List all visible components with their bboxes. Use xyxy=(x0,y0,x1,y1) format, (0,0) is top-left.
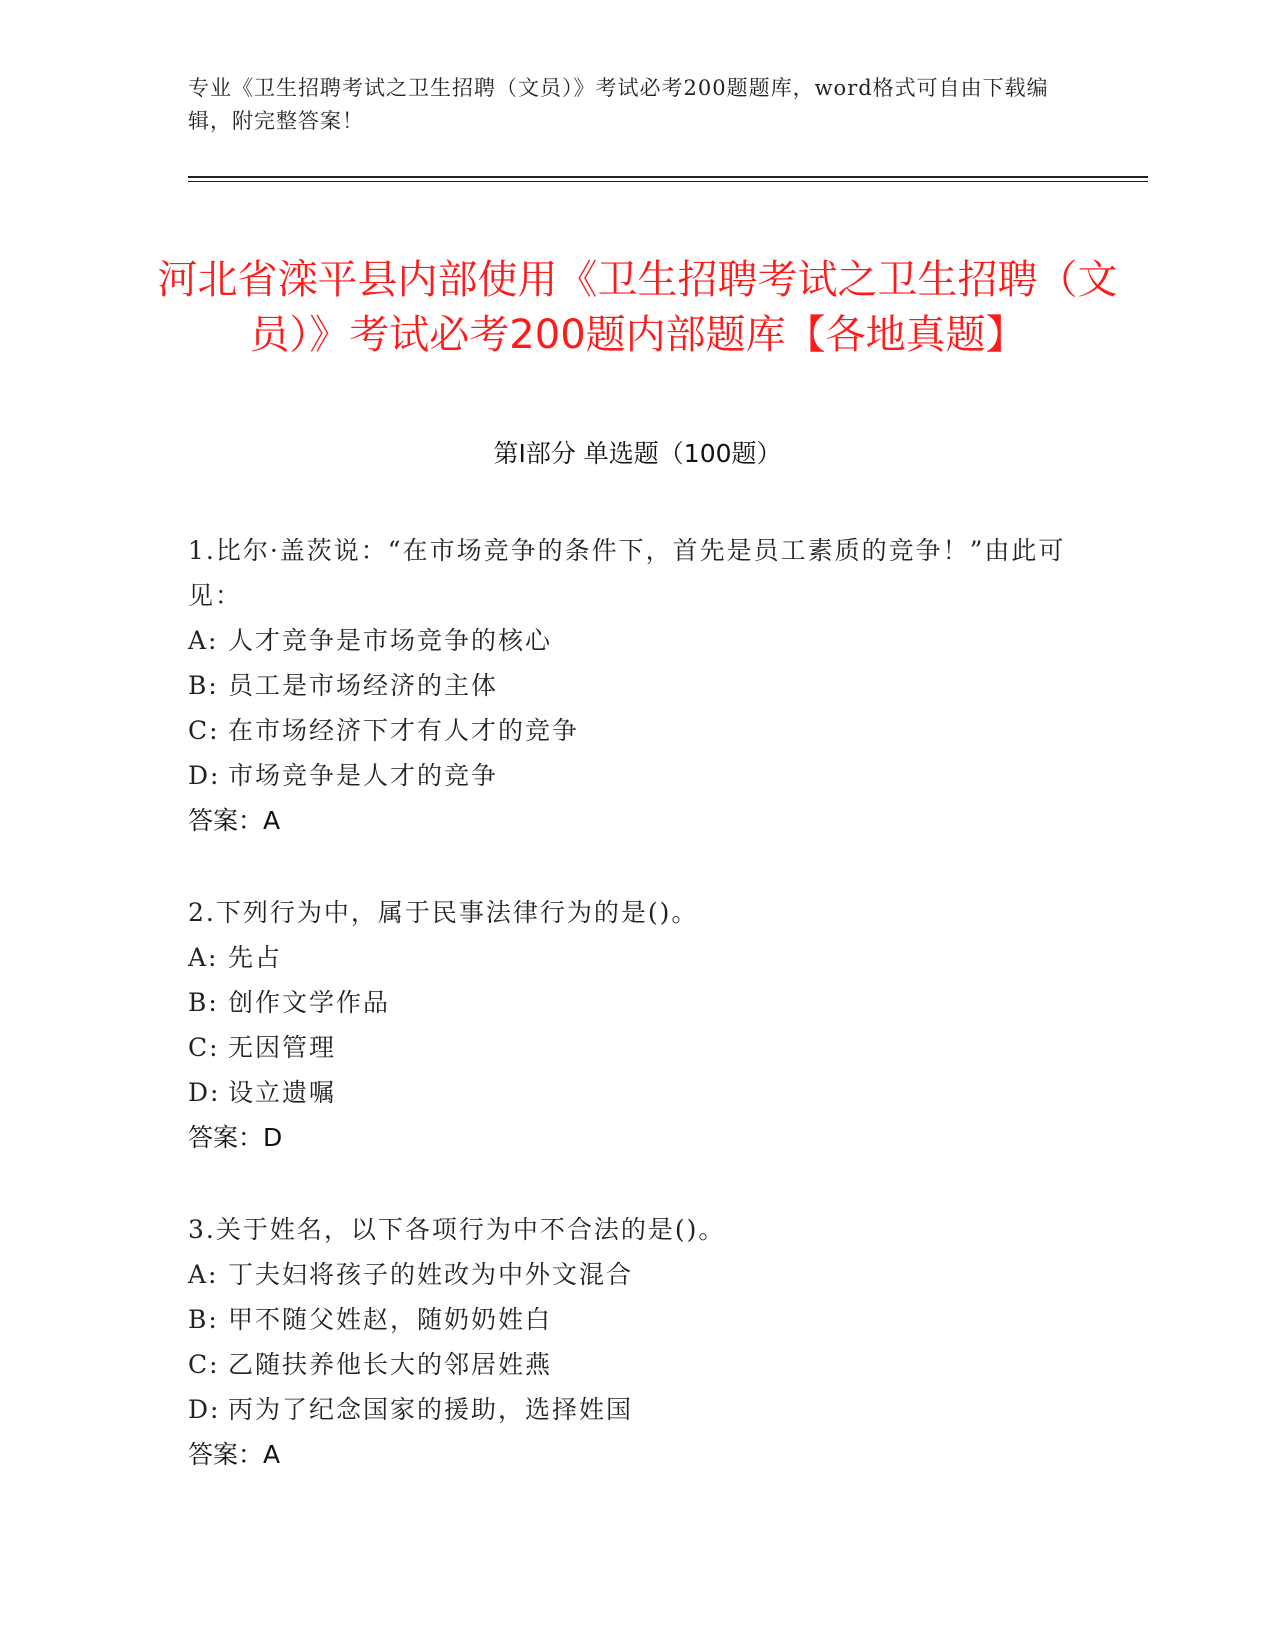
question-1 xyxy=(188,528,1088,843)
answer-label: 答案： xyxy=(188,1440,264,1469)
answer-label: 答案： xyxy=(188,806,264,835)
question-stem: 2.下列行为中，属于民事法律行为的是()。 xyxy=(188,898,699,927)
option-a xyxy=(188,935,1088,980)
option-b xyxy=(188,980,1088,1025)
section-title: 第Ⅰ部分 单选题（100题） xyxy=(493,439,782,468)
option-b xyxy=(188,1297,1088,1342)
option-text: 市场竞争是人才的竞争 xyxy=(228,761,499,790)
option-key: D: xyxy=(188,1078,221,1107)
question-list xyxy=(188,528,1088,1524)
option-text: 丙为了纪念国家的援助，选择姓国 xyxy=(228,1395,634,1424)
option-d xyxy=(188,1387,1088,1432)
option-c xyxy=(188,1342,1088,1387)
header-divider-thick xyxy=(188,176,1148,178)
option-key: D: xyxy=(188,1395,221,1424)
header-note: 专业《卫生招聘考试之卫生招聘（文员）》考试必考200题题库，word格式可自由下载编辑，附完整答案！ xyxy=(188,76,1049,133)
question-3 xyxy=(188,1207,1088,1477)
option-d xyxy=(188,1070,1088,1115)
option-a xyxy=(188,1252,1088,1297)
option-key: C: xyxy=(188,1350,220,1379)
option-text: 人才竞争是市场竞争的核心 xyxy=(228,626,553,655)
answer-line xyxy=(188,798,1088,843)
answer-line xyxy=(188,1115,1088,1160)
option-c xyxy=(188,708,1088,753)
answer-value: A xyxy=(263,1440,281,1469)
option-text: 员工是市场经济的主体 xyxy=(228,671,499,700)
question-stem: 3.关于姓名，以下各项行为中不合法的是()。 xyxy=(188,1215,726,1244)
header-divider-thin xyxy=(188,181,1148,182)
option-text: 先占 xyxy=(228,943,283,972)
question-2 xyxy=(188,890,1088,1160)
option-key: A: xyxy=(188,943,219,972)
document-title: 河北省滦平县内部使用《卫生招聘考试之卫生招聘（文员）》考试必考200题内部题库【各地真题】 xyxy=(157,256,1118,358)
option-text: 无因管理 xyxy=(228,1033,337,1062)
option-text: 创作文学作品 xyxy=(228,988,391,1017)
option-key: D: xyxy=(188,761,221,790)
answer-line xyxy=(188,1432,1088,1477)
answer-value: A xyxy=(263,806,281,835)
option-key: A: xyxy=(188,1260,219,1289)
answer-value: D xyxy=(263,1123,283,1152)
option-d xyxy=(188,753,1088,798)
option-key: A: xyxy=(188,626,219,655)
option-key: B: xyxy=(188,988,219,1017)
option-text: 乙随扶养他长大的邻居姓燕 xyxy=(228,1350,553,1379)
option-c xyxy=(188,1025,1088,1070)
option-key: C: xyxy=(188,1033,220,1062)
option-text: 甲不随父姓赵，随奶奶姓白 xyxy=(228,1305,553,1334)
option-key: C: xyxy=(188,716,220,745)
option-key: B: xyxy=(188,1305,219,1334)
option-text: 丁夫妇将孩子的姓改为中外文混合 xyxy=(228,1260,634,1289)
option-key: B: xyxy=(188,671,219,700)
option-a xyxy=(188,618,1088,663)
answer-label: 答案： xyxy=(188,1123,264,1152)
option-text: 设立遗嘱 xyxy=(228,1078,337,1107)
option-text: 在市场经济下才有人才的竞争 xyxy=(228,716,580,745)
question-stem: 1.比尔·盖茨说：“在市场竞争的条件下，首先是员工素质的竞争！”由此可见： xyxy=(188,536,1066,610)
option-b xyxy=(188,663,1088,708)
